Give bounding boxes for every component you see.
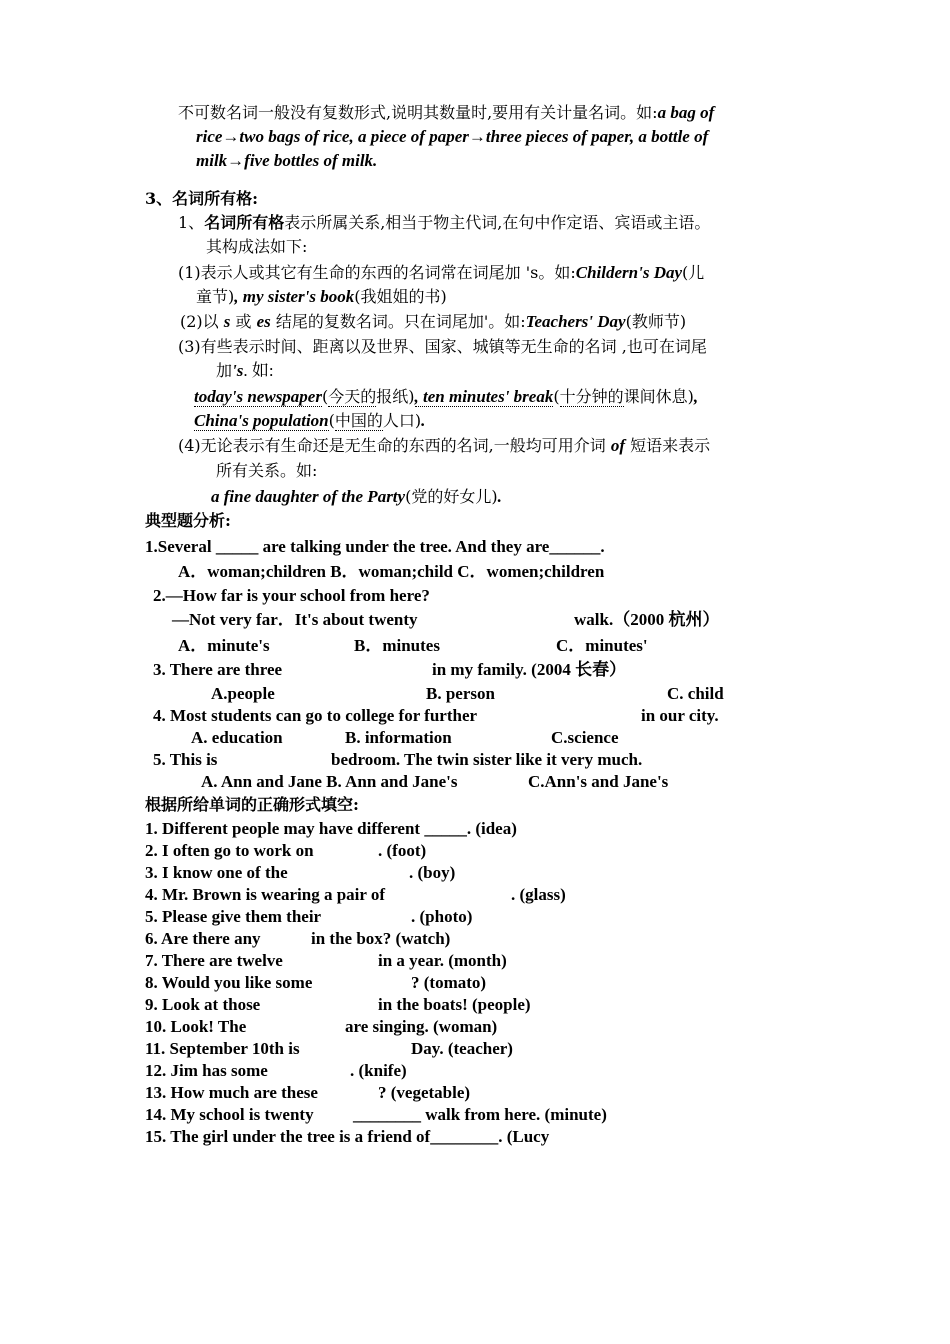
fill-item: 12. Jim has some xyxy=(145,1061,268,1080)
typical-heading: 典型题分析: xyxy=(145,511,231,530)
fill-item-hint: ________ walk from here. (minute) xyxy=(353,1105,607,1124)
rule-3-examples-2 xyxy=(194,410,425,432)
rule-4-example xyxy=(211,486,502,508)
rule-3-line-2 xyxy=(216,360,274,382)
fill-item: 4. Mr. Brown is wearing a pair of xyxy=(145,885,386,904)
fill-item: 1. Different people may have different _____. (idea) xyxy=(145,819,517,838)
fill-item: 6. Are there any xyxy=(145,929,261,948)
fill-item-hint: . (photo) xyxy=(411,907,473,926)
rule-gloss: 中国的 xyxy=(334,411,383,430)
rule-4-line-2: 所有关系。如: xyxy=(216,461,318,480)
question-4-option-c: C.science xyxy=(551,728,619,747)
question-4-end: in our city. xyxy=(641,706,719,725)
rule-text: 或 xyxy=(235,312,252,331)
fill-item: 14. My school is twenty xyxy=(145,1105,314,1124)
rule-example: a fine daughter of the Party xyxy=(211,487,406,506)
intro-example: a bag of xyxy=(657,103,715,122)
rule-gloss: 今天的 xyxy=(328,387,377,406)
rule-suffix: s xyxy=(223,312,231,331)
possessive-definition xyxy=(178,212,710,234)
rule-gloss: (教师节) xyxy=(625,312,687,331)
rule-suffix: 's xyxy=(232,361,244,380)
question-2-option-a: A．minute's xyxy=(178,636,270,655)
question-4: 4. Most students can go to college for further xyxy=(153,706,478,725)
fill-item-hint: in a year. (month) xyxy=(378,951,507,970)
rule-gloss: ( xyxy=(553,387,560,406)
question-1: 1.Several _____ are talking under the tree. And they are______. xyxy=(145,537,605,556)
fill-item: 11. September 10th is xyxy=(145,1039,300,1058)
rule-gloss: ( xyxy=(321,387,329,406)
rule-keyword: of xyxy=(610,436,626,455)
fill-item-hint: ? (tomato) xyxy=(411,973,487,992)
definition-text: 表示所属关系,相当于物主代词,在句中作定语、宾语或主语。 xyxy=(284,213,711,232)
punctuation: , xyxy=(693,387,699,406)
rule-text: (1)表示人或其它有生命的东西的名词常在词尾加 's。如: xyxy=(178,263,576,282)
fill-item: 2. I often go to work on xyxy=(145,841,314,860)
question-1-options: A．woman;children B．woman;child C．women;children xyxy=(178,562,605,581)
rule-3-examples-1 xyxy=(194,386,698,408)
intro-line-1 xyxy=(178,102,714,124)
fill-item: 9. Look at those xyxy=(145,995,261,1014)
rule-gloss: (党的好女儿) xyxy=(405,487,498,506)
fill-item-hint: in the boats! (people) xyxy=(378,995,531,1014)
intro-line-2: rice→two bags of rice, a piece of paper→three pieces of paper, a bottle of xyxy=(196,127,709,146)
question-text: —Not very far．It's about twenty xyxy=(172,610,418,629)
fill-item-hint: . (glass) xyxy=(511,885,566,904)
question-2-option-b: B．minutes xyxy=(354,636,440,655)
fill-item: 3. I know one of the xyxy=(145,863,288,882)
question-2-line-2 xyxy=(172,609,418,631)
rule-example: today's newspaper xyxy=(194,387,322,406)
rule-gloss: 童节) xyxy=(196,287,235,306)
rule-example: Teachers' Day xyxy=(525,312,626,331)
rule-3-line-1: (3)有些表示时间、距离以及世界、国家、城镇等无生命的名词 ,也可在词尾 xyxy=(178,337,707,356)
rule-gloss: 课间休息) xyxy=(623,387,694,406)
rule-text: 结尾的复数名词。只在词尾加'。如: xyxy=(275,312,526,331)
fill-item-hint: ? (vegetable) xyxy=(378,1083,471,1102)
question-3-option-b: B. person xyxy=(426,684,495,703)
question-4-option-a: A. education xyxy=(191,728,283,747)
question-3-end: in my family. (2004 长春） xyxy=(432,660,627,679)
question-5-end: bedroom. The twin sister like it very much. xyxy=(331,750,643,769)
intro-line-3: milk→five bottles of milk. xyxy=(196,151,378,170)
rule-gloss: ( xyxy=(328,411,335,430)
definition-line-2: 其构成法如下: xyxy=(206,237,308,256)
question-5: 5. This is xyxy=(153,750,218,769)
fill-item: 10. Look! The xyxy=(145,1017,247,1036)
question-2-line-2-end: walk.（2000 杭州） xyxy=(574,610,720,629)
rule-text: (2)以 xyxy=(180,312,219,331)
question-3-option-c: C. child xyxy=(667,684,724,703)
rule-2 xyxy=(180,311,686,333)
rule-gloss: (儿 xyxy=(682,263,705,282)
fill-item-hint: . (knife) xyxy=(350,1061,407,1080)
rule-gloss: 报纸) xyxy=(376,387,415,406)
rule-text: 加 xyxy=(216,361,233,380)
rule-1-line-1 xyxy=(178,262,704,284)
term: 名词所有格 xyxy=(204,213,285,232)
fill-item: 8. Would you like some xyxy=(145,973,313,992)
question-5-options: A. Ann and Jane B. Ann and Jane's xyxy=(201,772,458,791)
punctuation: . xyxy=(421,411,426,430)
rule-1-line-2 xyxy=(196,286,447,308)
question-2-option-c: C．minutes' xyxy=(556,636,648,655)
intro-text: 不可数名词一般没有复数形式,说明其数量时,要用有关计量名词。如: xyxy=(178,103,658,122)
fill-item-hint: in the box? (watch) xyxy=(311,929,451,948)
rule-gloss: (我姐姐的书) xyxy=(354,287,447,306)
fill-item: 13. How much are these xyxy=(145,1083,318,1102)
rule-gloss: 人口) xyxy=(382,411,422,430)
fill-item-hint: Day. (teacher) xyxy=(411,1039,513,1058)
item-number: 1、 xyxy=(178,213,205,232)
rule-4-line-1 xyxy=(178,435,710,457)
fill-heading: 根据所给单词的正确形式填空: xyxy=(145,795,359,814)
rule-example: China's population xyxy=(194,411,329,430)
question-3: 3. There are three xyxy=(153,660,283,679)
rule-suffix: es xyxy=(256,312,271,331)
fill-item-hint: . (foot) xyxy=(378,841,427,860)
fill-item: 7. There are twelve xyxy=(145,951,283,970)
question-3-option-a: A.people xyxy=(211,684,275,703)
punctuation: . xyxy=(497,487,502,506)
fill-item: 5. Please give them their xyxy=(145,907,322,926)
rule-example: , my sister's book xyxy=(234,287,355,306)
fill-item: 15. The girl under the tree is a friend of________. (Lucy xyxy=(145,1127,550,1146)
section-heading: 3、名词所有格: xyxy=(145,189,259,208)
question-2: 2.—How far is your school from here? xyxy=(153,586,430,605)
rule-text: 短语来表示 xyxy=(630,436,711,455)
rule-example: , ten minutes' break xyxy=(414,387,554,406)
fill-item-hint: are singing. (woman) xyxy=(345,1017,498,1036)
question-5-option-c: C.Ann's and Jane's xyxy=(528,772,669,791)
fill-item-hint: . (boy) xyxy=(409,863,456,882)
rule-text: . 如: xyxy=(243,361,274,380)
rule-example: Childern's Day xyxy=(575,263,683,282)
rule-text: (4)无论表示有生命还是无生命的东西的名词,一般均可用介词 xyxy=(178,436,606,455)
rule-gloss: 十分钟的 xyxy=(559,387,624,406)
question-4-option-b: B. information xyxy=(345,728,452,747)
